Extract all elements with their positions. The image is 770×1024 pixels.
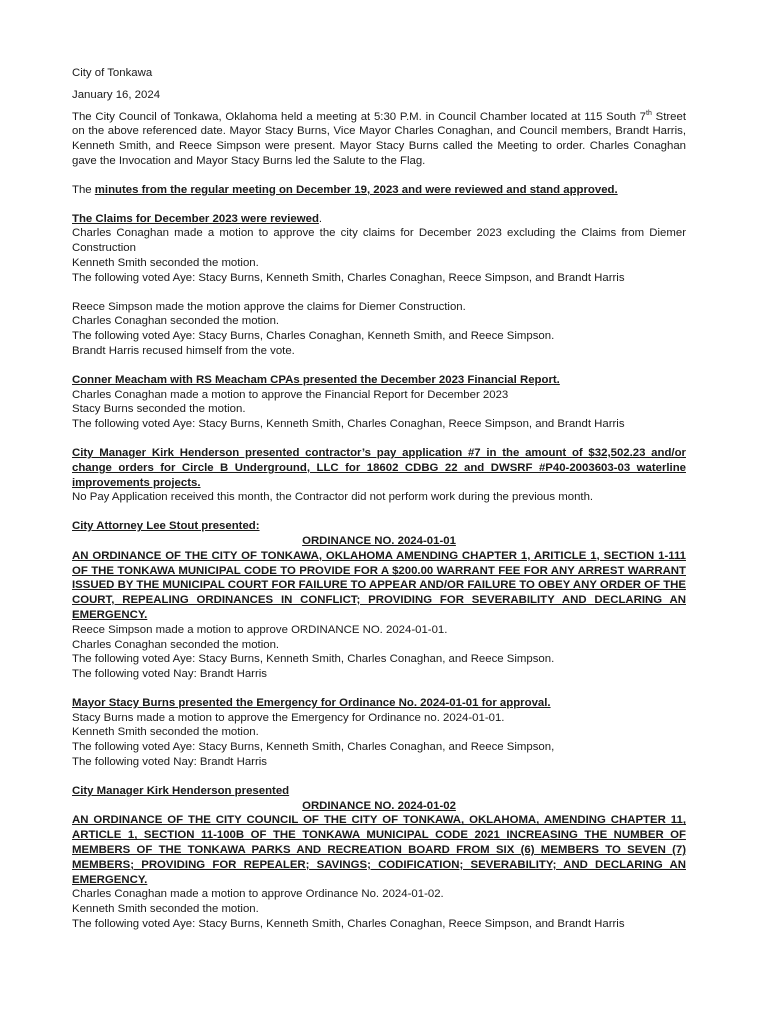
financial-vote: The following voted Aye: Stacy Burns, Kenneth Smith, Charles Conaghan, Reece Simpson, and Brandt Harris (72, 418, 625, 431)
emergency-heading: Mayor Stacy Burns presented the Emergency for Ordinance No. 2024-01-01 for approval. (72, 696, 551, 709)
ordinance-2-presenter: City Manager Kirk Henderson presented (72, 784, 290, 797)
emergency-vote-aye: The following voted Aye: Stacy Burns, Kenneth Smith, Charles Conaghan, and Reece Simpson, (72, 741, 555, 754)
ordinance-1-title: AN ORDINANCE OF THE CITY OF TONKAWA, OKLAHOMA AMENDING CHAPTER 1, ARITICLE 1, SECTION 1-111 OF THE TONKAWA MUNICIPAL CODE TO PROVIDE FOR A $200.00 WARRANT FEE FOR ANY ARREST WARRANT ISSUED BY THE MUNICIPAL COURT FOR FAILURE TO APPEAR AND/OR FAILURE TO OBEY ANY ORDER OF THE COURT, REPEALING ORDINANCES IN CONFLICT; PROVIDING FOR SEVERABILITY AND DECLARING AN EMERGENCY. (72, 549, 686, 621)
minutes-statement: minutes from the regular meeting on December 19, 2023 and were reviewed and stand approved. (94, 183, 618, 196)
ordinance-2-title: AN ORDINANCE OF THE CITY COUNCIL OF THE CITY OF TONKAWA, OKLAHOMA, AMENDING CHAPTER 11, ARTICLE 1, SECTION 11-100B OF THE TONKAWA MUNICIPAL CODE 2021 INCREASING THE NUMBER OF MEMBERS OF THE TONKAWA PARKS AND RECREATION BOARD FROM SIX (6) MEMBERS TO SEVEN (7) MEMBERS; PROVIDING FOR REPEALER; SAVINGS; CODIFICATION; SEVERABILITY; AND DECLARING AN EMERGENCY. (72, 814, 686, 886)
claims-heading-suffix: . (318, 212, 323, 225)
pay-application-heading: City Manager Kirk Henderson presented contractor’s pay application #7 in the amount of $32,502.23 and/or change orders for Circle B Underground, LLC for 18602 CDBG 22 and DWSRF #P40-2003603-03 waterline improvements projects. (72, 446, 686, 489)
claims-second-1: Kenneth Smith seconded the motion. (72, 256, 259, 269)
ordinance-1-vote-nay: The following voted Nay: Brandt Harris (72, 668, 267, 681)
claims-motion-1: Charles Conaghan made a motion to approve the city claims for December 2023 excluding the Claims from Diemer Construction (72, 227, 686, 255)
financial-second: Stacy Burns seconded the motion. (72, 403, 246, 416)
claims-motion-2: Reece Simpson made the motion approve the claims for Diemer Construction. (72, 300, 466, 313)
ordinance-2-number: ORDINANCE NO. 2024-01-02 (302, 799, 456, 812)
ordinance-2-motion: Charles Conaghan made a motion to approve Ordinance No. 2024-01-02. (72, 888, 444, 901)
ordinance-2-vote-aye: The following voted Aye: Stacy Burns, Kenneth Smith, Charles Conaghan, Reece Simpson, and Brandt Harris (72, 918, 625, 931)
ordinance-2-second: Kenneth Smith seconded the motion. (72, 903, 259, 916)
claims-heading: The Claims for December 2023 were reviewed (72, 212, 319, 225)
financial-heading: Conner Meacham with RS Meacham CPAs presented the December 2023 Financial Report. (72, 373, 560, 386)
minutes-prefix: The (72, 183, 95, 196)
ordinance-1-vote-aye: The following voted Aye: Stacy Burns, Kenneth Smith, Charles Conaghan, and Reece Simpson. (72, 653, 555, 666)
intro-superscript: th (646, 109, 652, 117)
claims-vote-2: The following voted Aye: Stacy Burns, Charles Conaghan, Kenneth Smith, and Reece Simpson. (72, 330, 555, 343)
ordinance-1-number: ORDINANCE NO. 2024-01-01 (302, 534, 456, 547)
intro-text-1: The City Council of Tonkawa, Oklahoma held a meeting at 5:30 P.M. in Council Chamber located at 115 South 7 (72, 110, 647, 123)
ordinance-1-motion: Reece Simpson made a motion to approve ORDINANCE NO. 2024-01-01. (72, 623, 448, 636)
claims-heading-line (72, 212, 686, 227)
minutes-document (72, 66, 686, 932)
intro-text-2: Street on the above referenced date. Mayor Stacy Burns, Vice Mayor Charles Conaghan, and Council members, Brandt Harris, Kenneth Smith, and Reece Simpson were present. Mayor Stacy Burns called the Meeting to order. Charles Conaghan gave the Invocation and Mayor Stacy Burns led the Salute to the Flag. (72, 110, 686, 167)
claims-second-2: Charles Conaghan seconded the motion. (72, 315, 280, 328)
emergency-second: Kenneth Smith seconded the motion. (72, 726, 259, 739)
ordinance-1-second: Charles Conaghan seconded the motion. (72, 638, 280, 651)
ordinance-1-presenter: City Attorney Lee Stout presented: (72, 520, 260, 533)
emergency-vote-nay: The following voted Nay: Brandt Harris (72, 756, 267, 769)
minutes-approval (72, 183, 686, 198)
financial-motion: Charles Conaghan made a motion to approve the Financial Report for December 2023 (72, 388, 509, 401)
city-name: City of Tonkawa (72, 67, 153, 79)
claims-recusal: Brandt Harris recused himself from the vote. (72, 344, 295, 357)
meeting-date: January 16, 2024 (72, 88, 161, 101)
pay-application-note: No Pay Application received this month, the Contractor did not perform work during the previous month. (72, 491, 594, 504)
intro-paragraph (72, 110, 686, 169)
claims-vote-1: The following voted Aye: Stacy Burns, Kenneth Smith, Charles Conaghan, Reece Simpson, and Brandt Harris (72, 271, 625, 284)
emergency-motion: Stacy Burns made a motion to approve the Emergency for Ordinance no. 2024-01-01. (72, 711, 505, 724)
